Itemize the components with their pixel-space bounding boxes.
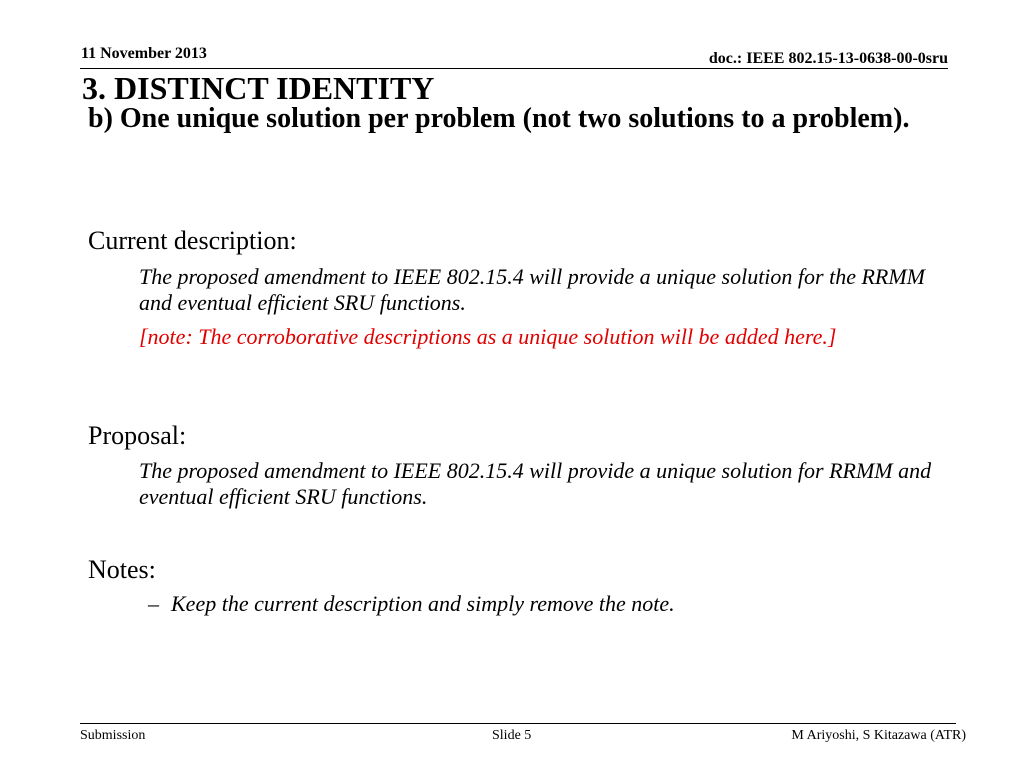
notes-item-text: Keep the current description and simply remove the note. bbox=[171, 591, 675, 616]
current-description-heading: Current description: bbox=[88, 226, 297, 255]
current-description-text: The proposed amendment to IEEE 802.15.4 will provide a unique solution for the RRMM and eventual efficient SRU functions. bbox=[139, 264, 925, 315]
proposal-text: The proposed amendment to IEEE 802.15.4 will provide a unique solution for RRMM and eventual efficient SRU functions. bbox=[139, 458, 932, 509]
footer-divider bbox=[80, 723, 956, 724]
slide-subtitle: b) One unique solution per problem (not two solutions to a problem). bbox=[88, 103, 910, 134]
proposal-heading: Proposal: bbox=[88, 421, 187, 450]
header-doc-id: doc.: IEEE 802.15-13-0638-00-0sru bbox=[708, 50, 948, 67]
notes-list-item bbox=[148, 591, 675, 617]
footer-submission: Submission bbox=[80, 728, 146, 743]
current-description-note: [note: The corroborative descriptions as a unique solution will be added here.] bbox=[139, 324, 837, 349]
header-date: 11 November 2013 bbox=[81, 45, 207, 62]
slide-title: 3. DISTINCT IDENTITY bbox=[82, 70, 435, 106]
notes-heading: Notes: bbox=[88, 555, 156, 584]
header-divider bbox=[80, 68, 948, 69]
footer-slide-number: Slide 5 bbox=[492, 728, 532, 743]
dash-bullet: – bbox=[148, 591, 159, 616]
footer-authors: M Ariyoshi, S Kitazawa (ATR) bbox=[791, 728, 966, 743]
